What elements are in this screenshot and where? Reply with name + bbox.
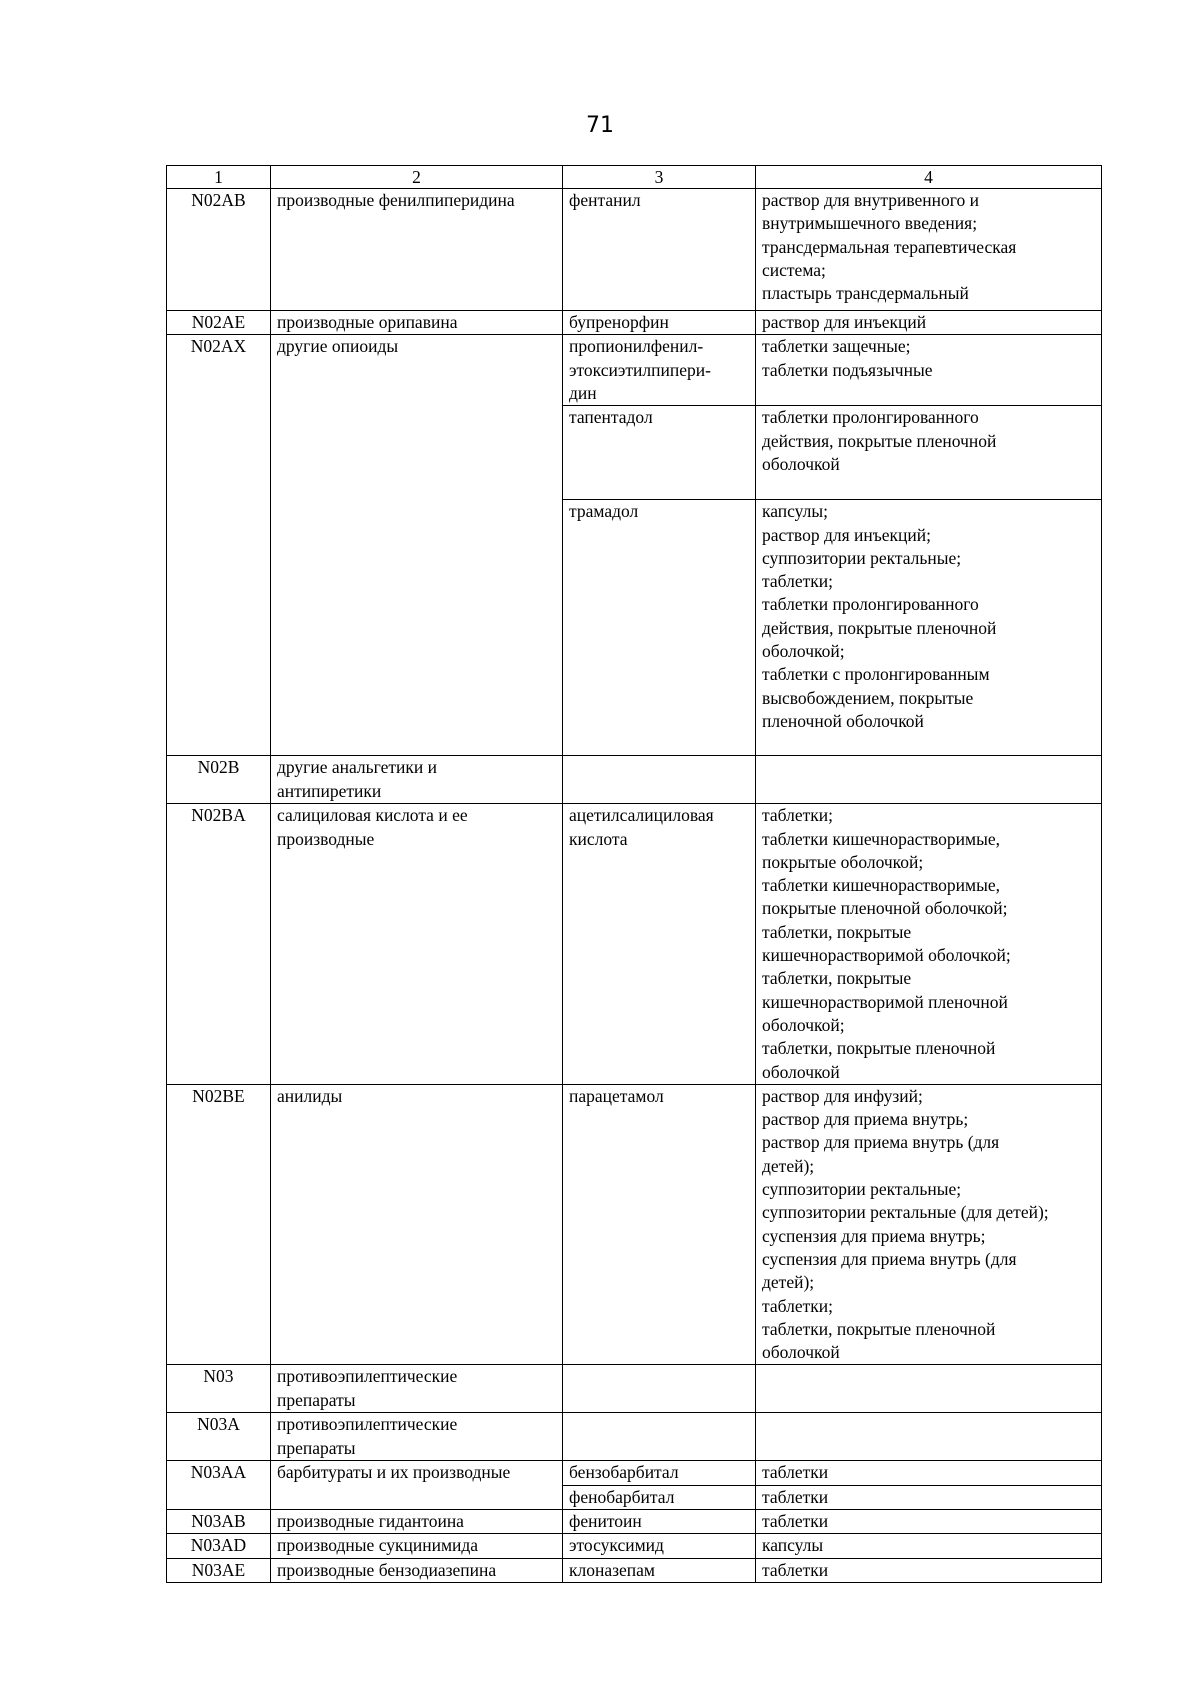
table-row	[167, 1534, 1102, 1558]
table-row	[167, 1365, 1102, 1413]
group-cell: производные орипавина	[271, 311, 563, 335]
atc-code-cell: N02BE	[167, 1084, 271, 1365]
drug-cell: фентанил	[563, 189, 756, 311]
table-row	[167, 189, 1102, 311]
table-row	[167, 335, 1102, 406]
drug-cell: клоназепам	[563, 1558, 756, 1582]
group-cell: другие анальгетики и антипиретики	[271, 756, 563, 804]
dosage-form-cell: таблетки	[756, 1558, 1102, 1582]
atc-code-cell: N02BA	[167, 804, 271, 1085]
atc-code-cell: N02AB	[167, 189, 271, 311]
dosage-form-cell: капсулы; раствор для инъекций; суппозитории ректальные; таблетки; таблетки пролонгированного действия, покрытые пленочной оболочкой; таблетки с пролонгированным высвобождением, покрытые пленочной оболочкой	[756, 500, 1102, 756]
drug-cell: этосуксимид	[563, 1534, 756, 1558]
group-cell: салициловая кислота и ее производные	[271, 804, 563, 1085]
table-row	[167, 1084, 1102, 1365]
drug-cell	[563, 756, 756, 804]
column-header: 2	[271, 166, 563, 189]
group-cell: противоэпилептические препараты	[271, 1413, 563, 1461]
drug-cell: трамадол	[563, 500, 756, 756]
atc-code-cell: N03A	[167, 1413, 271, 1461]
page-number: 71	[586, 113, 614, 138]
dosage-form-cell: таблетки; таблетки кишечнорастворимые, покрытые оболочкой; таблетки кишечнорастворимые, покрытые пленочной оболочкой; таблетки, покрытые кишечнорастворимой оболочкой; таблетки, покрытые кишечнорастворимой пленочной оболочкой; таблетки, покрытые пленочной оболочкой	[756, 804, 1102, 1085]
dosage-form-cell	[756, 1413, 1102, 1461]
header-row	[167, 166, 1102, 189]
group-cell: анилиды	[271, 1084, 563, 1365]
dosage-form-cell: таблетки	[756, 1510, 1102, 1534]
drug-cell: бензобарбитал	[563, 1461, 756, 1485]
group-cell: барбитураты и их производные	[271, 1461, 563, 1510]
drug-cell: тапентадол	[563, 406, 756, 500]
atc-code-cell: N02AX	[167, 335, 271, 756]
drug-cell: фенитоин	[563, 1510, 756, 1534]
dosage-form-cell: раствор для инъекций	[756, 311, 1102, 335]
table-row	[167, 1461, 1102, 1485]
group-cell: производные сукцинимида	[271, 1534, 563, 1558]
table-row	[167, 1558, 1102, 1582]
table-row	[167, 804, 1102, 1085]
group-cell: производные фенилпиперидина	[271, 189, 563, 311]
dosage-form-cell	[756, 1365, 1102, 1413]
table-row	[167, 1413, 1102, 1461]
column-header: 3	[563, 166, 756, 189]
dosage-form-cell: таблетки	[756, 1461, 1102, 1485]
drug-cell: парацетамол	[563, 1084, 756, 1365]
table-row	[167, 1510, 1102, 1534]
dosage-form-cell	[756, 756, 1102, 804]
group-cell: производные гидантоина	[271, 1510, 563, 1534]
atc-code-cell: N03AB	[167, 1510, 271, 1534]
table-row	[167, 756, 1102, 804]
dosage-form-cell: таблетки	[756, 1485, 1102, 1509]
group-cell: противоэпилептические препараты	[271, 1365, 563, 1413]
drug-register-table	[166, 165, 1102, 1583]
dosage-form-cell: раствор для внутривенного и внутримышечного введения; трансдермальная терапевтическая система; пластырь трансдермальный	[756, 189, 1102, 311]
atc-code-cell: N03AA	[167, 1461, 271, 1510]
table-row	[167, 311, 1102, 335]
column-header: 4	[756, 166, 1102, 189]
atc-code-cell: N02B	[167, 756, 271, 804]
atc-code-cell: N03	[167, 1365, 271, 1413]
dosage-form-cell: капсулы	[756, 1534, 1102, 1558]
group-cell: производные бензодиазепина	[271, 1558, 563, 1582]
column-header: 1	[167, 166, 271, 189]
drug-cell: фенобарбитал	[563, 1485, 756, 1509]
drug-cell	[563, 1365, 756, 1413]
dosage-form-cell: раствор для инфузий; раствор для приема внутрь; раствор для приема внутрь (для детей); суппозитории ректальные; суппозитории ректальные (для детей); суспензия для приема внутрь; суспензия для приема внутрь (для детей); таблетки; таблетки, покрытые пленочной оболочкой	[756, 1084, 1102, 1365]
drug-cell: пропионилфенил- этоксиэтилпипери- дин	[563, 335, 756, 406]
drug-cell: ацетилсалициловая кислота	[563, 804, 756, 1085]
atc-code-cell: N02AE	[167, 311, 271, 335]
dosage-form-cell: таблетки пролонгированного действия, покрытые пленочной оболочкой	[756, 406, 1102, 500]
atc-code-cell: N03AE	[167, 1558, 271, 1582]
dosage-form-cell: таблетки защечные; таблетки подъязычные	[756, 335, 1102, 406]
drug-cell: бупренорфин	[563, 311, 756, 335]
group-cell: другие опиоиды	[271, 335, 563, 756]
atc-code-cell: N03AD	[167, 1534, 271, 1558]
drug-cell	[563, 1413, 756, 1461]
